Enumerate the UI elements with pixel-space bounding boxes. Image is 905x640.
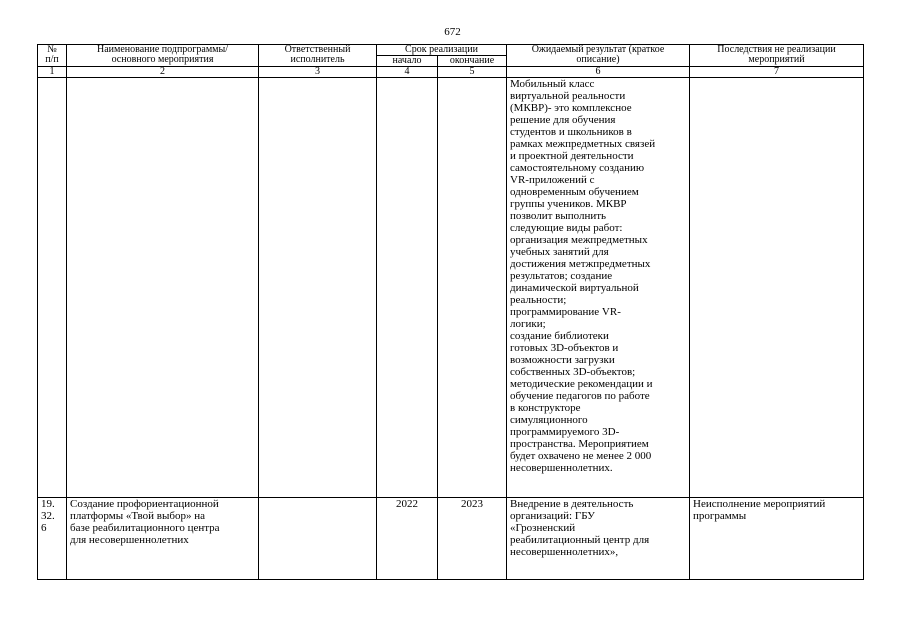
- table-row: [38, 498, 864, 580]
- page-number: 672: [444, 26, 461, 38]
- start-year: [377, 78, 438, 498]
- end-year: [438, 78, 507, 498]
- header-name: Наименование подпрограммы/ основного мероприятия: [67, 45, 259, 67]
- start-year: 2022: [377, 498, 438, 580]
- header-num: № п/п: [38, 45, 67, 67]
- column-index: 2: [67, 67, 259, 78]
- column-index: 7: [690, 67, 864, 78]
- measure-name: Создание профориентационной платформы «Твой выбор» на базе реабилитационного центра для несовершеннолетних: [67, 498, 259, 580]
- responsible-executor: [259, 498, 377, 580]
- header-responsible: Ответственный исполнитель: [259, 45, 377, 67]
- header-start: начало: [377, 56, 438, 67]
- header-result: Ожидаемый результат (краткое описание): [507, 45, 690, 67]
- non-implementation-consequences: [690, 78, 864, 498]
- header-consequences: Последствия не реализации мероприятий: [690, 45, 864, 67]
- column-index: 3: [259, 67, 377, 78]
- header-period: Срок реализации: [377, 45, 507, 56]
- column-index: 4: [377, 67, 438, 78]
- responsible-executor: [259, 78, 377, 498]
- row-number: [38, 78, 67, 498]
- program-table: [37, 44, 864, 580]
- non-implementation-consequences: Неисполнение мероприятий программы: [690, 498, 864, 580]
- column-index: 6: [507, 67, 690, 78]
- table-row: [38, 78, 864, 498]
- column-index-row: [38, 67, 864, 78]
- end-year: 2023: [438, 498, 507, 580]
- header-row: [38, 45, 864, 56]
- expected-result: Внедрение в деятельность организаций: ГБУ «Грозненский реабилитационный центр для несовершеннолетних»,: [507, 498, 690, 580]
- header-end: окончание: [438, 56, 507, 67]
- expected-result: Мобильный класс виртуальной реальности (МКВР)- это комплексное решение для обучения студентов и школьников в рамках межпредметных связей и проектной деятельности самостоятельному созданию VR-приложений с одновременным обучением группы учеников. МКВР позволит выполнить следующие виды работ: организация межпредметных учебных занятий для достижения метжпредметных результатов; создание динамической виртуальной реальности; программирование VR- логики; создание библиотеки готовых 3D-объектов и возможности загрузки собственных 3D-объектов; методические рекомендации и обучение педагогов по работе в конструкторе симуляционного программируемого 3D- пространства. Мероприятием будет охвачено не менее 2 000 несовершеннолетних.: [507, 78, 690, 498]
- row-number: 19. 32. 6: [38, 498, 67, 580]
- measure-name: [67, 78, 259, 498]
- column-index: 5: [438, 67, 507, 78]
- column-index: 1: [38, 67, 67, 78]
